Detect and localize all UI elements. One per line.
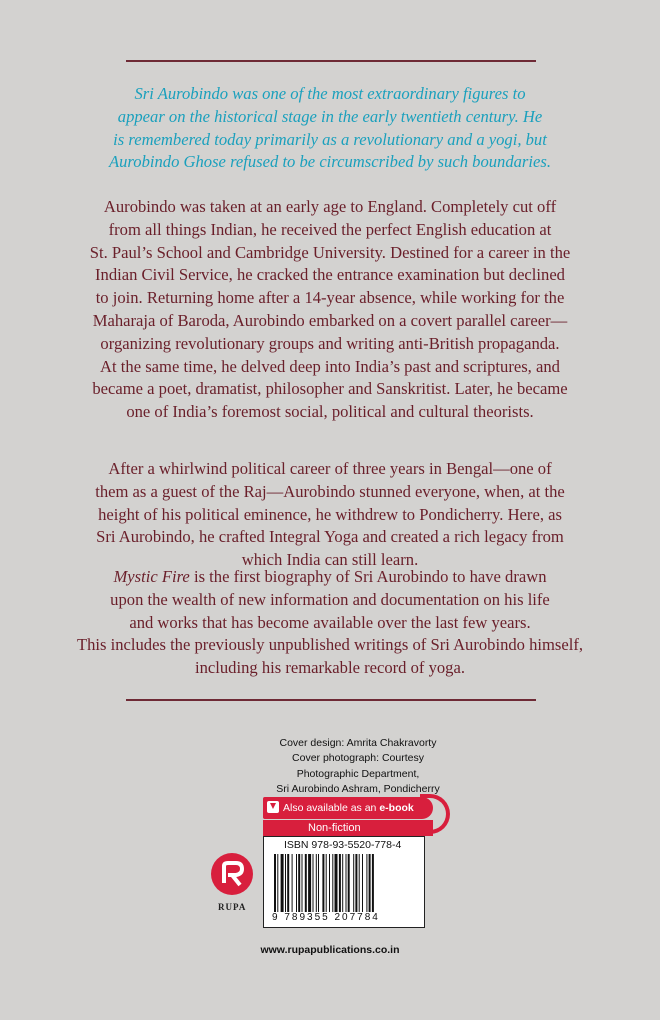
ebook-strong: e-book xyxy=(379,802,414,814)
text-line: to join. Returning home after a 14-year absence, while working for the xyxy=(95,288,565,308)
barcode xyxy=(274,854,414,914)
website-link[interactable]: www.rupapublications.co.in xyxy=(260,944,400,956)
barcode-bar xyxy=(316,854,317,912)
barcode-bar xyxy=(296,854,297,912)
text-line: which India can still learn. xyxy=(241,550,419,570)
intro-line: appear on the historical stage in the early twentieth century. He xyxy=(117,106,543,126)
text-line: became a poet, dramatist, philosopher and Sanskritist. Later, he became xyxy=(92,379,568,399)
intro-line: Sri Aurobindo was one of the most extraordinary figures to xyxy=(134,84,526,103)
barcode-bar xyxy=(302,854,303,912)
text-line: and works that has become available over the last few years. xyxy=(129,612,531,632)
barcode-bar xyxy=(362,854,363,912)
barcode-bar xyxy=(355,854,357,912)
credit-line: Sri Aurobindo Ashram, Pondicherry xyxy=(276,782,440,795)
barcode-bar xyxy=(339,854,341,912)
text-line: At the same time, he delved deep into India’s past and scriptures, and xyxy=(100,356,560,376)
text-line: organizing revolutionary groups and writing anti-British propaganda. xyxy=(100,333,560,353)
barcode-bar xyxy=(346,854,347,912)
barcode-bar xyxy=(342,854,343,912)
barcode-bar xyxy=(335,854,338,912)
barcode-bar xyxy=(277,854,278,912)
intro-line: is remembered today primarily as a revolutionary and a yogi, but xyxy=(113,129,547,149)
category-label: Non-fiction xyxy=(263,820,433,836)
publisher-name: RUPA xyxy=(218,902,247,912)
barcode-bar xyxy=(353,854,354,912)
top-rule xyxy=(126,60,536,62)
credit-line: Cover design: Amrita Chakravorty xyxy=(279,737,437,749)
ebook-banner xyxy=(263,797,433,819)
barcode-bar xyxy=(366,854,367,912)
text-line: Indian Civil Service, he cracked the entrance examination but declined xyxy=(95,265,565,285)
bottom-rule xyxy=(126,699,536,701)
book-title: Mystic Fire xyxy=(113,567,190,586)
text-line: Sri Aurobindo, he crafted Integral Yoga and created a rich legacy from xyxy=(96,527,564,547)
body-paragraph-2 xyxy=(50,458,610,572)
cover-credits xyxy=(258,736,458,797)
barcode-bar xyxy=(292,854,293,912)
barcode-bar xyxy=(313,854,314,912)
text-line: including his remarkable record of yoga. xyxy=(194,658,465,678)
body-paragraph-3 xyxy=(50,566,610,680)
ebook-text: Also available as an xyxy=(283,802,380,814)
text-line: Aurobindo was taken at an early age to England. Completely cut off xyxy=(103,197,557,216)
text-line: one of India’s foremost social, political and cultural theorists. xyxy=(126,402,534,422)
intro-paragraph xyxy=(50,83,610,174)
barcode-bar xyxy=(281,854,284,912)
barcode-bar xyxy=(359,854,360,912)
barcode-bar xyxy=(298,854,300,912)
barcode-bar xyxy=(287,854,289,912)
barcode-bar xyxy=(318,854,319,912)
barcode-bar xyxy=(329,854,330,912)
barcode-bar xyxy=(348,854,350,912)
barcode-bar xyxy=(285,854,286,912)
barcode-bar xyxy=(372,854,374,912)
text-line: includes the previously unpublished writings of Sri Aurobindo himself, xyxy=(110,635,584,655)
barcode-bar xyxy=(308,854,311,912)
barcode-bar xyxy=(326,854,327,912)
download-icon xyxy=(267,801,279,813)
text-line: This xyxy=(76,635,107,655)
rupa-logo-icon xyxy=(210,852,254,896)
isbn-label: ISBN 978-93-5520-778-4 xyxy=(284,839,402,851)
credit-line: Cover photograph: Courtesy xyxy=(292,752,424,765)
text-line: from all things Indian, he received the perfect English education at xyxy=(108,219,552,239)
barcode-box xyxy=(263,836,425,928)
credit-line: Photographic Department, xyxy=(296,767,420,780)
text-line: Maharaja of Baroda, Aurobindo embarked on a covert parallel career— xyxy=(92,310,568,330)
barcode-bar xyxy=(369,854,371,912)
text-line: upon the wealth of new information and documentation on his life xyxy=(110,589,550,609)
text-line: St. Paul’s School and Cambridge University. Destined for a career in the xyxy=(89,242,571,262)
text-line: is the first biography of Sri Aurobindo to have drawn xyxy=(189,567,547,586)
intro-line: Aurobindo Ghose refused to be circumscribed by such boundaries. xyxy=(109,152,551,172)
barcode-bar xyxy=(332,854,333,912)
barcode-bar xyxy=(322,854,324,912)
barcode-bar xyxy=(274,854,276,912)
text-line: height of his political eminence, he withdrew to Pondicherry. Here, as xyxy=(98,504,562,524)
barcode-number: 9 789355 207784 xyxy=(272,912,380,923)
barcode-bar xyxy=(305,854,307,912)
body-paragraph-1 xyxy=(50,196,610,424)
text-line: them as a guest of the Raj—Aurobindo stunned everyone, when, at the xyxy=(95,481,565,501)
text-line: After a whirlwind political career of three years in Bengal—one of xyxy=(108,459,552,478)
